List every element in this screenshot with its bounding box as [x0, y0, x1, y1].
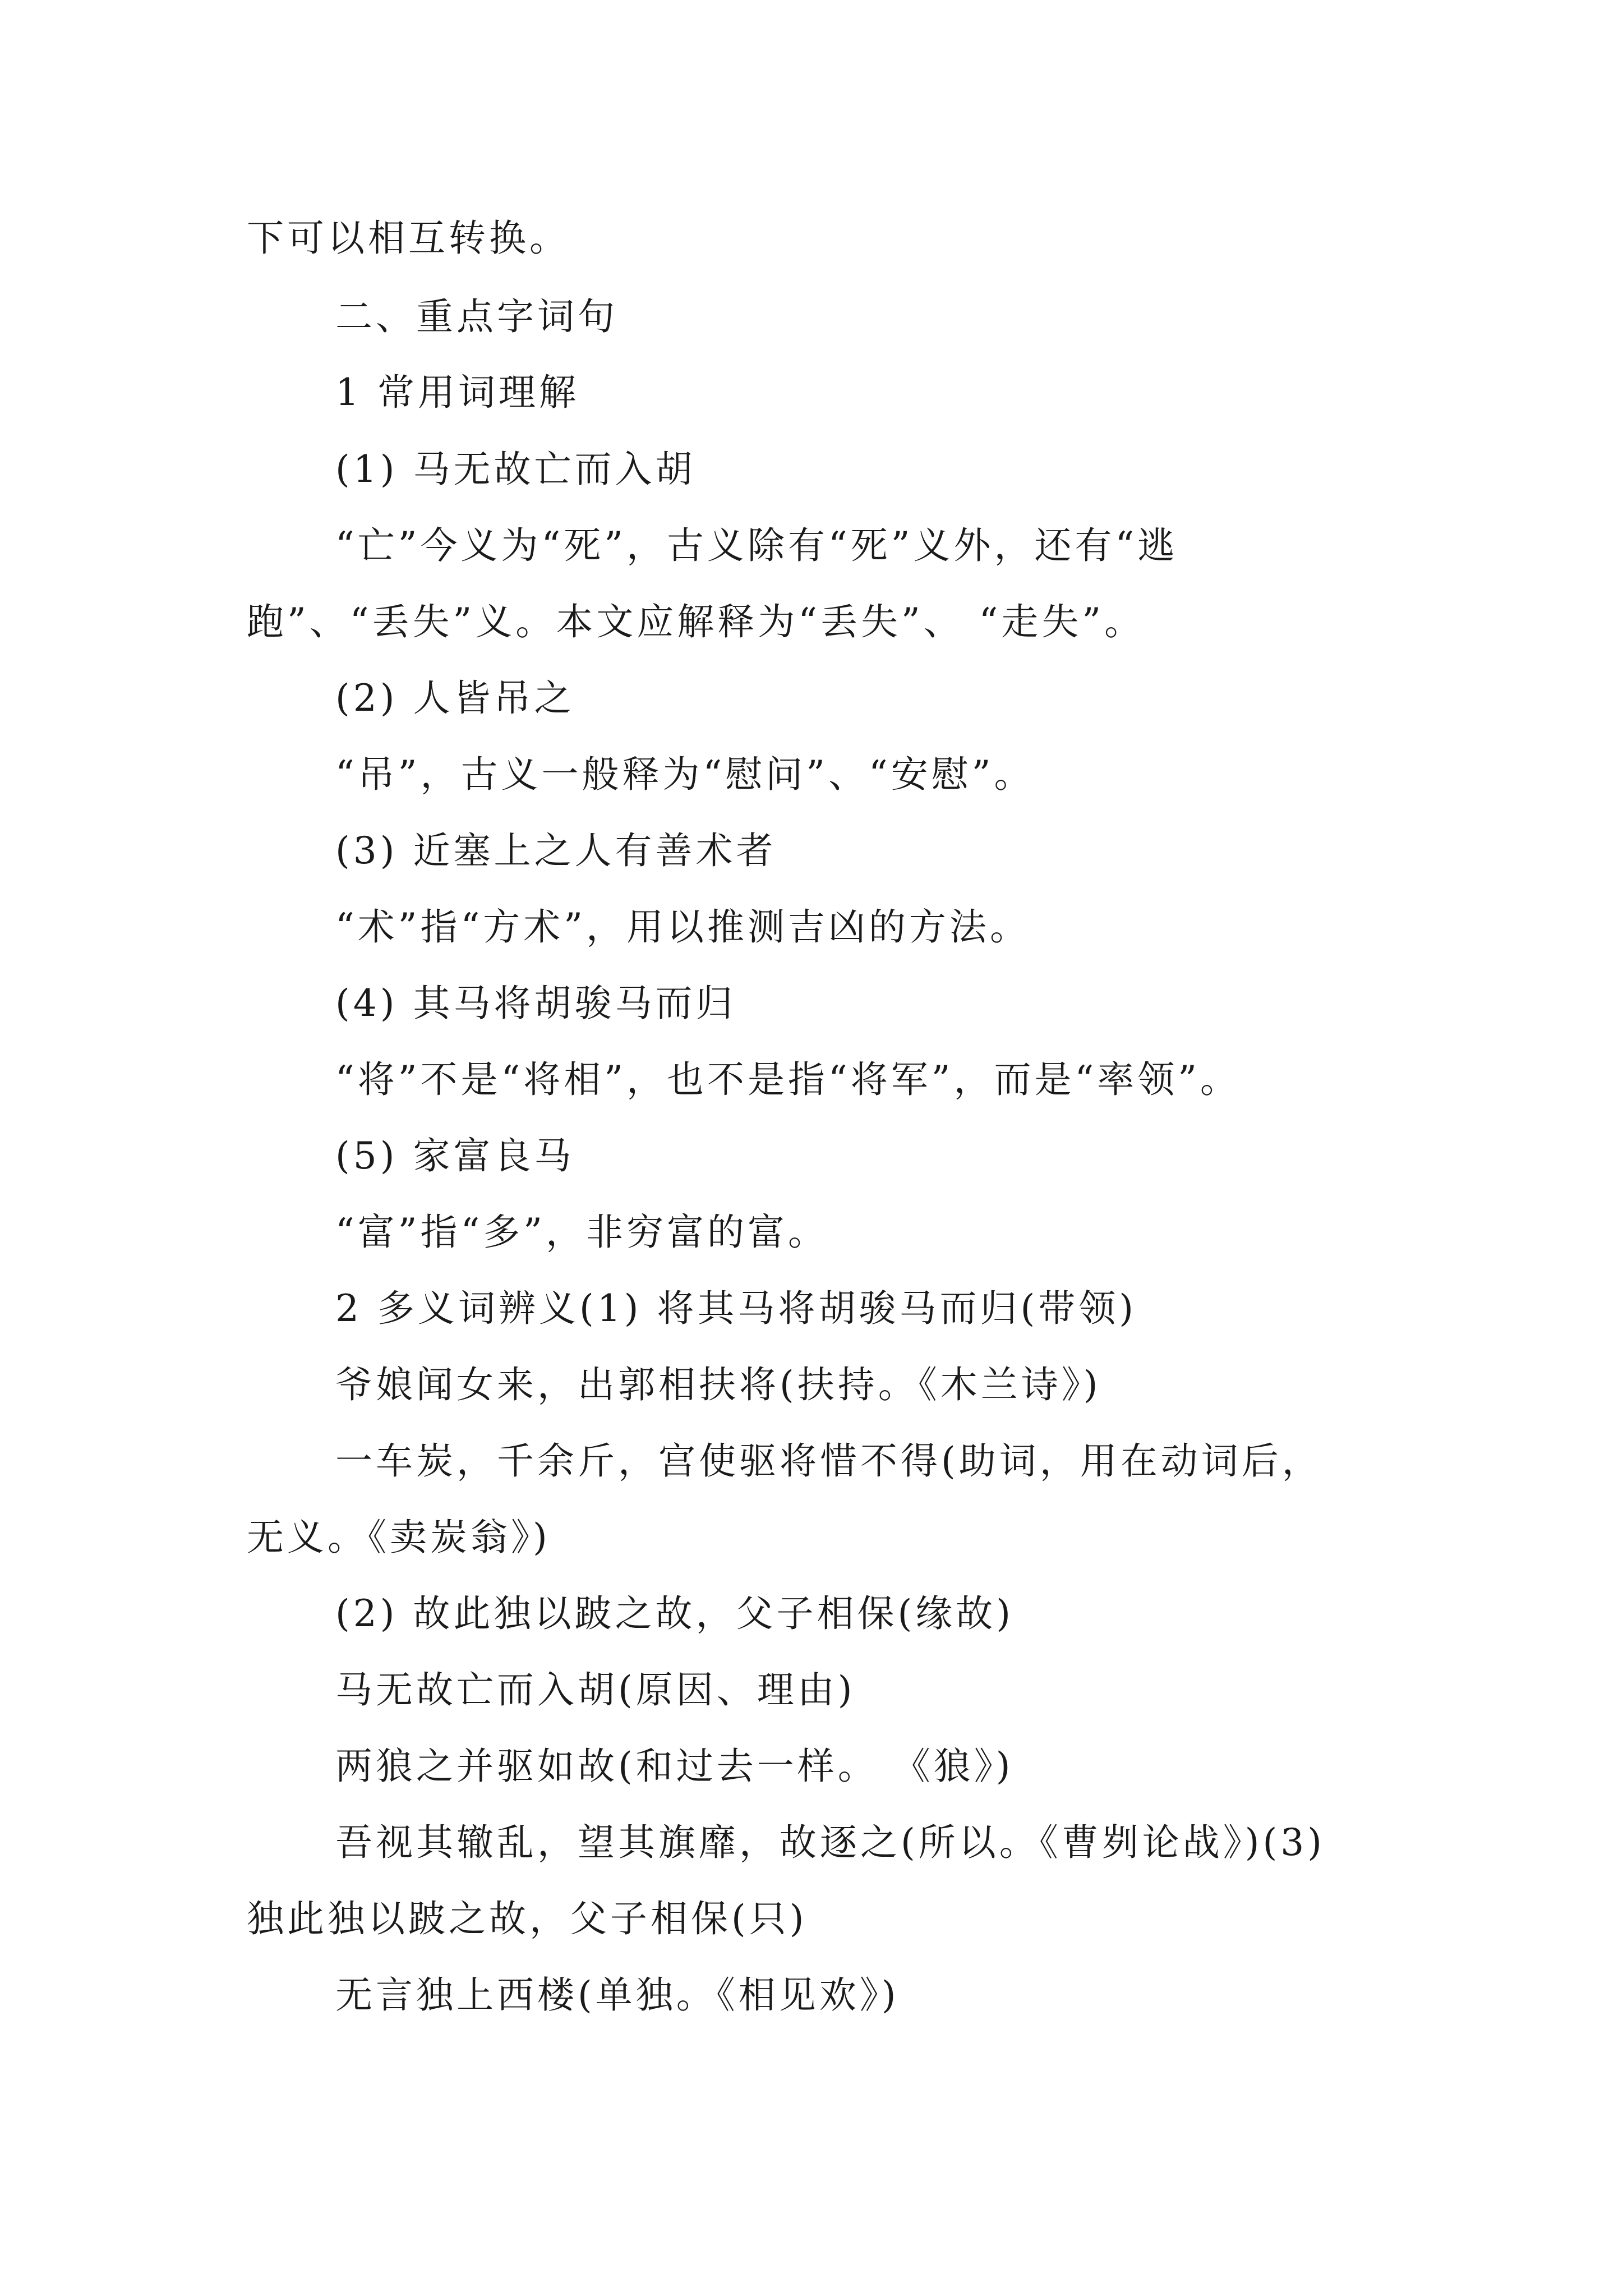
text-line: 爷娘闻女来，出郭相扶将(扶持。《木兰诗》): [335, 1363, 1101, 1406]
text-line: (5) 家富良马: [335, 1134, 575, 1177]
text-line: “富”指“多”，非穷富的富。: [335, 1211, 828, 1254]
text-line: “吊”，古义一般释为“慰问”、“安慰”。: [335, 753, 1035, 796]
text-line: 吾视其辙乱，望其旗靡，故逐之(所以。《曹刿论战》)(3): [335, 1821, 1325, 1864]
text-line: “亡”今义为“死”，古义除有“死”义外，还有“逃: [335, 524, 1178, 567]
text-line: 无言独上西楼(单独。《相见欢》): [335, 1973, 900, 2017]
text-line: (4) 其马将胡骏马而归: [335, 982, 736, 1025]
text-line: 下可以相互转换。: [247, 217, 570, 260]
text-line: (2) 故此独以跛之故，父子相保(缘故): [335, 1592, 1014, 1635]
text-line: 两狼之并驱如故(和过去一样。 《狼》): [335, 1745, 1014, 1788]
text-line: “将”不是“将相”，也不是指“将军”，而是“率领”。: [335, 1058, 1241, 1101]
text-line: (2) 人皆吊之: [335, 677, 575, 720]
text-line: 跑”、“丢失”义。本文应解释为“丢失”、 “走失”。: [247, 600, 1145, 643]
text-line: “术”指“方术”，用以推测吉凶的方法。: [335, 905, 1030, 949]
text-line: 马无故亡而入胡(原因、理由): [335, 1668, 856, 1711]
text-line: 一车炭，千余斤，宫使驱将惜不得(助词，用在动词后，: [335, 1439, 1322, 1483]
text-line: 独此独以跛之故，父子相保(只): [247, 1897, 808, 1940]
section-heading: 二、重点字词句: [335, 295, 618, 338]
subsection-heading: 2 多义词辨义(1) 将其马将胡骏马而归(带领): [335, 1287, 1137, 1330]
subsection-heading: 1 常用词理解: [335, 371, 579, 414]
text-line: (1) 马无故亡而入胡: [335, 448, 696, 491]
text-line: 无义。《卖炭翁》): [247, 1516, 551, 1559]
text-line: (3) 近塞上之人有善术者: [335, 829, 777, 872]
